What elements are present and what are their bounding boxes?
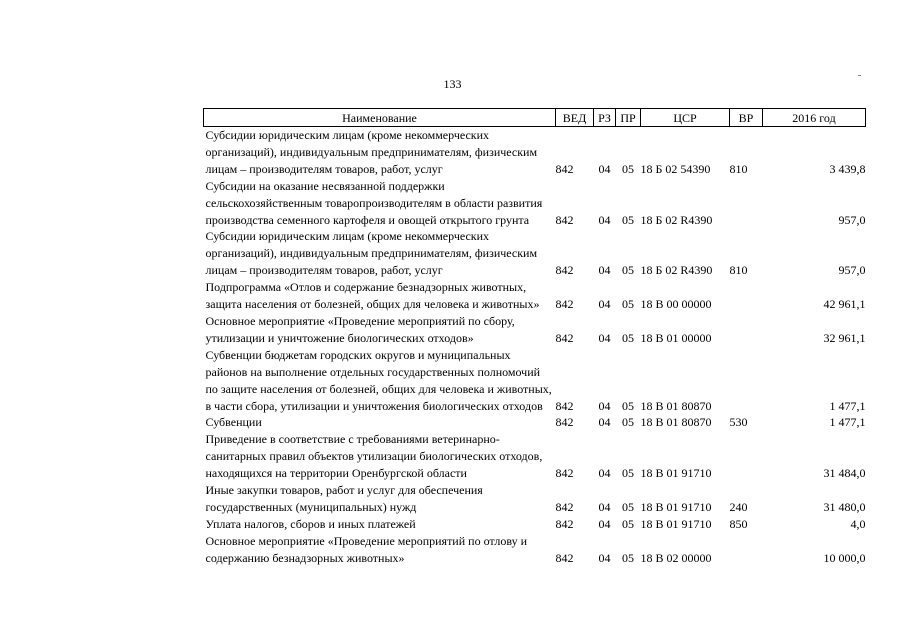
row-ved: 842	[555, 550, 574, 565]
row-rz: 04	[598, 161, 611, 176]
row-name: Субвенции бюджетам городских округов и муниципальных районов на выполнение отдельных государственных полномочий по защите населения от болезней, общих для человека и животных, в части сбора, утилизации и уничтожения биологических отходов	[205, 347, 552, 413]
table-row	[204, 127, 866, 178]
row-pr: 05	[622, 398, 634, 413]
budget-table	[203, 108, 866, 567]
header-rz: РЗ	[594, 109, 616, 127]
row-rz: 04	[598, 297, 611, 312]
row-name: Основное мероприятие «Проведение мероприятий по отлову и содержанию безнадзорных животных»	[205, 533, 528, 565]
row-year: 4,0	[850, 516, 866, 531]
header-year: 2016 год	[763, 109, 866, 127]
table-row	[204, 228, 866, 279]
row-name: Субсидии на оказание несвязанной поддержки сельскохозяйственным товаропроизводителям в области развития производства семенного картофеля и овощей открытого грунта	[205, 178, 543, 227]
row-vr	[730, 313, 763, 347]
row-vr	[730, 178, 763, 229]
row-pr: 05	[622, 263, 634, 278]
table-row	[204, 313, 866, 347]
row-name: Основное мероприятие «Проведение мероприятий по сбору, утилизации и уничтожение биологических отходов»	[205, 313, 515, 345]
row-csr: 18 Б 02 54390	[640, 161, 711, 176]
row-year: 31 480,0	[823, 499, 866, 514]
header-name: Наименование	[204, 109, 556, 127]
row-rz: 04	[598, 466, 611, 481]
row-rz: 04	[598, 550, 611, 565]
row-csr: 18 В 01 00000	[640, 330, 712, 345]
scan-mark	[858, 75, 861, 76]
row-year: 957,0	[838, 263, 866, 278]
row-ved: 842	[555, 212, 574, 227]
row-year: 31 484,0	[823, 466, 866, 481]
row-rz: 04	[598, 212, 611, 227]
row-name: Субсидии юридическим лицам (кроме некоммерческих организаций), индивидуальным предпринимателям, физическим лицам – производителям товаров, работ, услуг	[205, 229, 538, 278]
table-row	[204, 414, 866, 431]
row-vr: 240	[729, 499, 748, 514]
table-row	[204, 533, 866, 567]
header-ved: ВЕД	[556, 109, 594, 127]
row-csr: 18 В 01 91710	[640, 466, 712, 481]
row-pr: 05	[622, 161, 634, 176]
row-name: Субвенции	[205, 415, 262, 430]
header-csr: ЦСР	[641, 109, 730, 127]
row-vr	[730, 279, 763, 313]
row-pr: 05	[622, 297, 634, 312]
table-row	[204, 431, 866, 482]
row-vr	[730, 431, 763, 482]
row-csr: 18 В 01 80870	[640, 415, 712, 430]
row-ved: 842	[555, 161, 574, 176]
row-name: Субсидии юридическим лицам (кроме некоммерческих организаций), индивидуальным предпринимателям, физическим лицам – производителям товаров, работ, услуг	[205, 128, 538, 176]
table-row	[204, 279, 866, 313]
row-pr: 05	[622, 466, 634, 481]
row-ved: 842	[555, 398, 574, 413]
row-vr: 850	[729, 516, 748, 531]
row-pr: 05	[622, 212, 634, 227]
row-csr: 18 В 01 80870	[640, 398, 712, 413]
row-csr: 18 В 01 91710	[640, 499, 712, 514]
row-name: Уплата налогов, сборов и иных платежей	[205, 516, 416, 531]
row-rz: 04	[598, 330, 611, 345]
row-year: 1 477,1	[829, 415, 866, 430]
row-ved: 842	[555, 499, 574, 514]
row-ved: 842	[555, 263, 574, 278]
table-header-row	[204, 109, 866, 127]
row-ved: 842	[555, 466, 574, 481]
row-year: 1 477,1	[829, 398, 866, 413]
row-csr: 18 В 02 00000	[640, 550, 712, 565]
row-csr: 18 Б 02 R4390	[640, 263, 713, 278]
row-year: 10 000,0	[823, 550, 866, 565]
row-year: 957,0	[838, 212, 866, 227]
row-csr: 18 В 00 00000	[640, 297, 712, 312]
row-csr: 18 В 01 91710	[640, 516, 712, 531]
row-vr: 810	[729, 161, 748, 176]
row-name: Подпрограмма «Отлов и содержание безнадзорных животных, защита населения от болезней, общих для человека и животных»	[205, 280, 540, 312]
table-row	[204, 178, 866, 229]
row-vr: 530	[729, 415, 748, 430]
row-vr	[730, 533, 763, 567]
row-rz: 04	[598, 263, 611, 278]
row-year: 42 961,1	[823, 297, 866, 312]
row-rz: 04	[598, 398, 611, 413]
row-pr: 05	[622, 415, 634, 430]
row-year: 3 439,8	[829, 161, 866, 176]
row-ved: 842	[555, 415, 574, 430]
row-year: 32 961,1	[823, 330, 866, 345]
row-name: Приведение в соответствие с требованиями ветеринарно-санитарных правил объектов утилизации биологических отходов, находящихся на территории Оренбургской области	[205, 432, 543, 481]
row-pr: 05	[622, 499, 634, 514]
table-row	[204, 516, 866, 533]
row-csr: 18 Б 02 R4390	[640, 212, 713, 227]
row-vr: 810	[729, 263, 748, 278]
row-pr: 05	[622, 550, 634, 565]
row-pr: 05	[622, 330, 634, 345]
row-ved: 842	[555, 516, 574, 531]
row-pr: 05	[622, 516, 634, 531]
row-ved: 842	[555, 330, 574, 345]
row-name: Иные закупки товаров, работ и услуг для обеспечения государственных (муниципальных) нужд	[205, 483, 483, 514]
header-vr: ВР	[730, 109, 763, 127]
row-ved: 842	[555, 297, 574, 312]
table-row	[204, 347, 866, 415]
row-rz: 04	[598, 499, 611, 514]
table-row	[204, 482, 866, 516]
row-rz: 04	[598, 516, 611, 531]
header-pr: ПР	[616, 109, 641, 127]
row-rz: 04	[598, 415, 611, 430]
row-vr	[730, 347, 763, 415]
page-number: 133	[443, 77, 462, 91]
